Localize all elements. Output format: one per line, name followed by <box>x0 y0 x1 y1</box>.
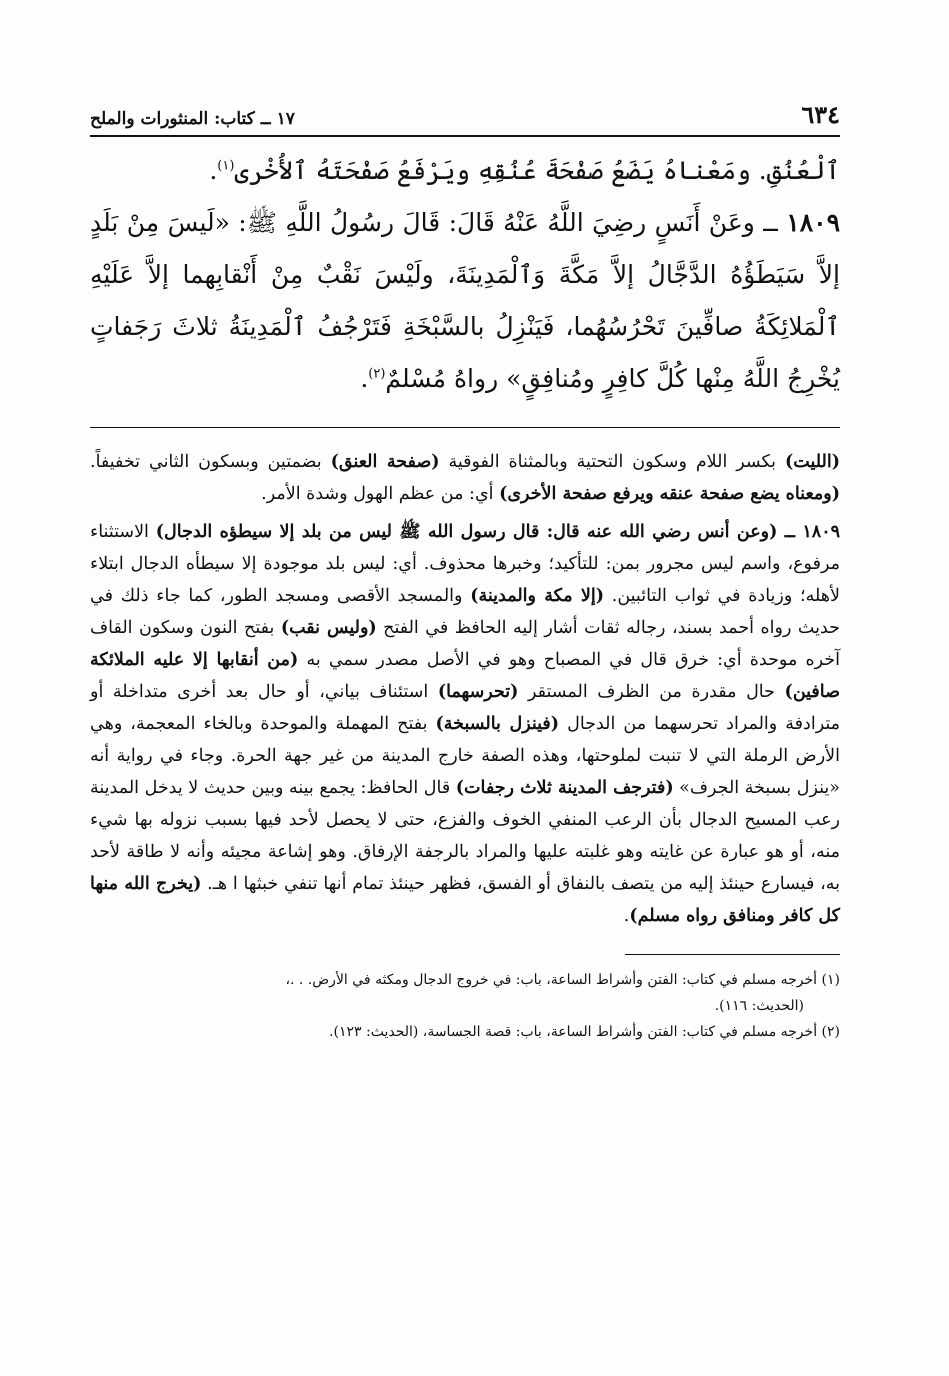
footnote-ref-2: (٢) <box>368 366 386 382</box>
hadith-1809: ١٨٠٩ ــ وعَنْ أَنَسٍ رضِيَ اللَّهُ عَنْهُ قَالَ: قَالَ رسُولُ اللَّهِ ﷺ: «لَيسَ مِنْ بَلَدٍ إلاَّ سَيَطَؤُهُ الدَّجَّالُ إلاَّ مَكَّةَ وَٱلْمَدِينَةَ، ولَيْسَ نَقْبٌ مِنْ أَنْقابِهما إلاَّ عَلَيْهِ ٱلْمَلائِكَةُ صافِّينَ تَحْرُسُهُما، فَيَنْزِلُ بالسَّبْخَةِ فَتَرْجُفُ ٱلْمَدِينَةُ ثلاثَ رَجَفاتٍ يُخْرِجُ اللَّهُ مِنْها كُلَّ كافِرٍ ومُنافِقٍ» رواهُ مُسْلمٌ$^{(٢)}$. <box>90 208 840 393</box>
commentary-paragraph-2: ١٨٠٩ ــ (وعن أنس رضي الله عنه قال: قال رسول الله ﷺ ليس من بلد إلا سيطؤه الدجال) الاستثناء مرفوع، واسم ليس مجرور بمن: للتأكيد؛ وخبرها محذوف. أي: ليس بلد موجودة إلا سيطأه الدجال ابتلاء لأهله؛ وزيادة في ثواب التائبين. (إلا مكة والمدينة) والمسجد الأقصى ومسجد الطور، كما جاء ذلك في حديث رواه أحمد بسند، رجاله ثقات أشار إليه الحافظ في الفتح (وليس نقب) بفتح النون وسكون القاف آخره موحدة أي: خرق قال في المصباح وهو في الأصل مصدر سمي به (من أنقابها إلا عليه الملائكة صافين) حال مقدرة من الظرف المستقر (تحرسهما) استئناف بياني، أو حال بعد أخرى متداخلة أو مترادفة والمراد تحرسهما من الدجال (فينزل بالسبخة) بفتح المهملة والموحدة وبالخاء المعجمة، وهي الأرض الرملة التي لا تنبت لملوحتها، وهذه الصفة خارج المدينة من غير جهة الحرة. وجاء في رواية أنه «ينزل بسبخة الجرف» (فترجف المدينة ثلاث رجفات) قال الحافظ: يجمع بينه وبين حديث لا يدخل المدينة رعب المسيح الدجال بأن الرعب المنفي الخوف والفزع، حتى لا يحصل لأحد فيها بسبب نزوله بها شيء منه، أو هو عبارة عن غايته وهو غلبته عليها والمراد بالرجفة الإرفاق. وهو إشاعة مجيئه وأنه لا طاقة لأحد به، فيسارع حينئذ إليه من يتصف بالنفاق أو الفسق، فظهر حينئذ تمام أنها تنفي خبثها ا هـ. (يخرج الله منها كل كافر ومنافق رواه مسلم). <box>90 522 841 926</box>
commentary-paragraph-1: (الليت) بكسر اللام وسكون التحتية وبالمثناة الفوقية (صفحة العنق) بضمتين وبسكون الثاني تخفيفاً. (ومعناه يضع صفحة عنقه ويرفع صفحة الأخرى) أي: من عظم الهول وشدة الأمر. <box>90 452 840 504</box>
hadith-text-block <box>90 145 840 405</box>
hadith-number: ١٨٠٩ <box>786 208 840 237</box>
footnote-divider <box>625 954 840 955</box>
previous-hadith-ending: ٱلْعُنُقِ. ومَعْناهُ يَضَعُ صَفْحَةَ عُنُقِهِ ويَرْفَعُ صَفْحَتَهُ ٱلأُخْرى$^{(١)}$. <box>209 156 840 185</box>
footnote-1-continued: (الحديث: ١١٦). <box>714 998 804 1014</box>
hadith-body: ــ وعَنْ أَنَسٍ رضِيَ اللَّهُ عَنْهُ قَالَ: قَالَ رسُولُ اللَّهِ ﷺ: «لَيسَ مِنْ بَلَدٍ إلاَّ سَيَطَؤُهُ الدَّجَّالُ إلاَّ مَكَّةَ وَٱلْمَدِينَةَ، ولَيْسَ نَقْبٌ مِنْ أَنْقابِهما إلاَّ عَلَيْهِ ٱلْمَلائِكَةُ صافِّينَ تَحْرُسُهُما، فَيَنْزِلُ بالسَّبْخَةِ فَتَرْجُفُ ٱلْمَدِينَةُ ثلاثَ رَجَفاتٍ يُخْرِجُ اللَّهُ مِنْها كُلَّ كافِرٍ ومُنافِقٍ» رواهُ مُسْلمٌ <box>90 208 840 393</box>
page-header <box>90 95 840 137</box>
footnote-1: (١) أخرجه مسلم في كتاب: الفتن وأشراط الساعة، باب: في خروج الدجال ومكثه في الأرض. . .، <box>285 972 840 988</box>
page-number: ٦٣٤ <box>801 100 840 129</box>
footnote-ref-1: (١) <box>217 158 235 174</box>
running-title: ١٧ ــ كتاب: المنثورات والملح <box>90 109 295 129</box>
commentary-block <box>90 446 840 932</box>
footnote-2: (٢) أخرجه مسلم في كتاب: الفتن وأشراط الساعة، باب: قصة الجساسة، (الحديث: ١٢٣). <box>329 1024 840 1040</box>
book-page <box>90 95 840 1045</box>
commentary-divider <box>90 427 840 428</box>
footnotes <box>90 967 840 1045</box>
